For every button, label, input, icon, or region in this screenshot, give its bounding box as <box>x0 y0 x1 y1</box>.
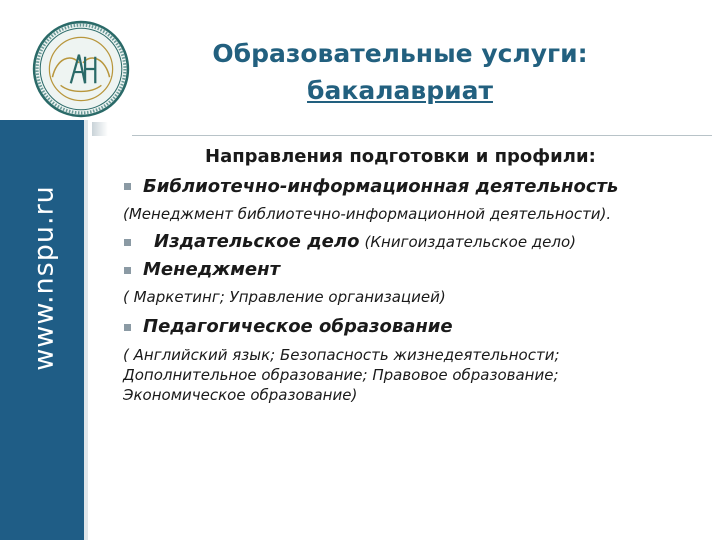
list-item-title: Библиотечно-информационная деятельность <box>143 176 619 197</box>
bullet-icon <box>124 267 131 274</box>
list-item-detail-line: Экономическое образование) <box>123 386 358 404</box>
list-item-detail: (Книгоиздательское дело) <box>364 233 577 251</box>
section-heading: Направления подготовки и профили: <box>205 146 596 167</box>
title-line-1: Образовательные услуги: <box>212 39 588 68</box>
list-item-detail: (Менеджмент библиотечно-информационной деятельности). <box>123 205 612 223</box>
list-item-title: Менеджмент <box>143 259 281 280</box>
list-item-detail-line: Дополнительное образование; Правовое образование; <box>123 366 559 384</box>
list-item-title: Педагогическое образование <box>143 316 453 337</box>
list-item-title: Издательское дело <box>154 231 360 252</box>
list-item-detail: ( Маркетинг; Управление организацией) <box>123 288 446 306</box>
title-line-2: бакалавриат <box>307 76 493 105</box>
bullet-icon <box>124 239 131 246</box>
list-item-detail-line: ( Английский язык; Безопасность жизнедеятельности; <box>123 346 560 364</box>
bullet-icon <box>124 183 131 190</box>
site-label: www.nspu.ru <box>28 185 60 371</box>
list-item <box>154 231 576 252</box>
bullet-icon <box>124 324 131 331</box>
